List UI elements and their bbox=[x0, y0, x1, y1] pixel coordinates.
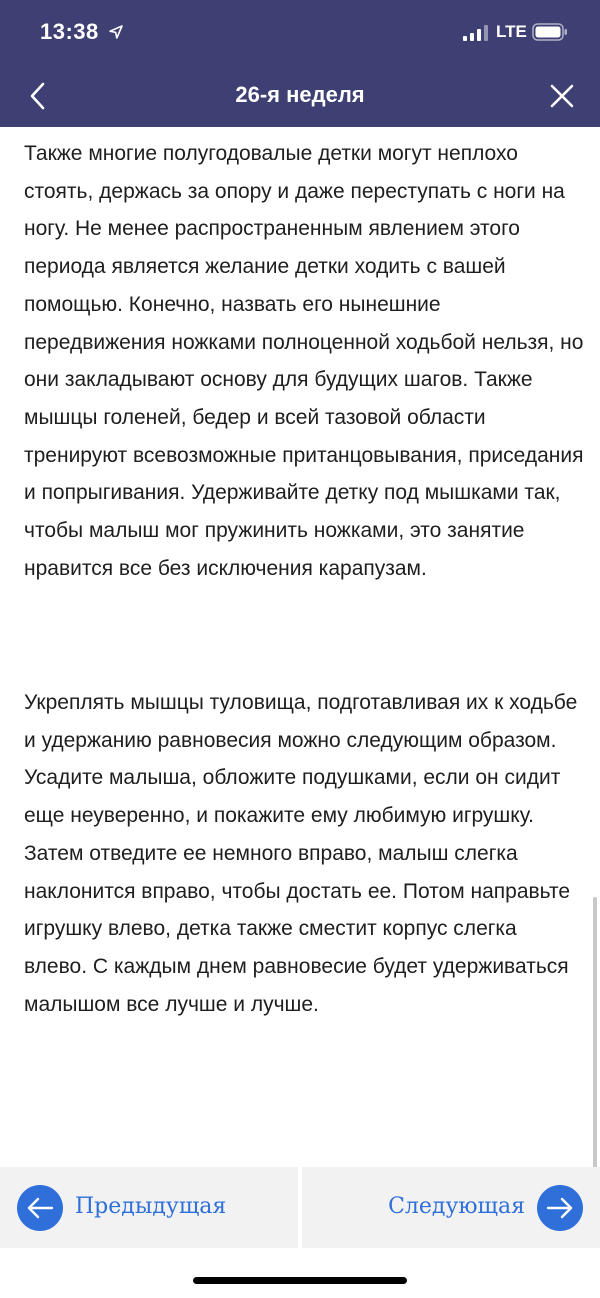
arrow-left-circle bbox=[17, 1185, 63, 1231]
close-icon bbox=[549, 83, 575, 109]
arrow-right-circle bbox=[537, 1185, 583, 1231]
article-content[interactable] bbox=[0, 127, 600, 1167]
page-title: 26-я неделя bbox=[235, 82, 365, 107]
scrollbar[interactable] bbox=[593, 897, 597, 1167]
article-paragraph: Также многие полугодовалые детки могут неплохо стоять, держась за опору и даже переступать с ноги на ногу. Не менее распространенным явлением этого периода является желание детки ходить с вашей помощью. Конечно, назвать его нынешние передвижения ножками полноценной ходьбой нельзя, но они закладывают основу для будущих шагов. Также мышцы голеней, бедер и всей тазовой области тренируют всевозможные пританцовывания, приседания и попрыгивания. Удерживайте детку под мышками так, чтобы малыш мог пружинить ножками, это занятие нравится все без исключения карапузам. bbox=[24, 142, 584, 580]
status-time: 13:38 bbox=[40, 19, 99, 44]
top-bar bbox=[0, 0, 600, 127]
next-button[interactable] bbox=[302, 1167, 600, 1248]
previous-label: Предыдущая bbox=[75, 1194, 227, 1219]
home-indicator[interactable] bbox=[193, 1277, 407, 1284]
network-type: LTE bbox=[496, 22, 527, 41]
bottom-navigation bbox=[0, 1167, 600, 1248]
battery-icon bbox=[532, 23, 568, 41]
back-button[interactable] bbox=[18, 76, 58, 116]
chevron-left-icon bbox=[28, 81, 48, 111]
next-label: Следующая bbox=[388, 1194, 525, 1219]
close-button[interactable] bbox=[542, 76, 582, 116]
arrow-right-icon bbox=[546, 1197, 574, 1219]
article-paragraph: Укреплять мышцы туловища, подготавливая их к ходьбе и удержанию равновесия можно следующим образом. Усадите малыша, обложите подушками, если он сидит еще неуверенно, и покажите ему любимую игрушку. Затем отведите ее немного вправо, малыш слегка наклонится вправо, чтобы достать ее. Потом направьте игрушку влево, детка также сместит корпус слегка влево. С каждым днем равновесие будет удерживаться малышом все лучше и лучше. bbox=[24, 691, 578, 1016]
status-bar bbox=[0, 0, 600, 64]
signal-icon bbox=[462, 25, 490, 41]
nav-bar bbox=[0, 64, 600, 127]
previous-button[interactable] bbox=[0, 1167, 298, 1248]
arrow-left-icon bbox=[26, 1197, 54, 1219]
location-arrow-icon bbox=[108, 24, 124, 40]
